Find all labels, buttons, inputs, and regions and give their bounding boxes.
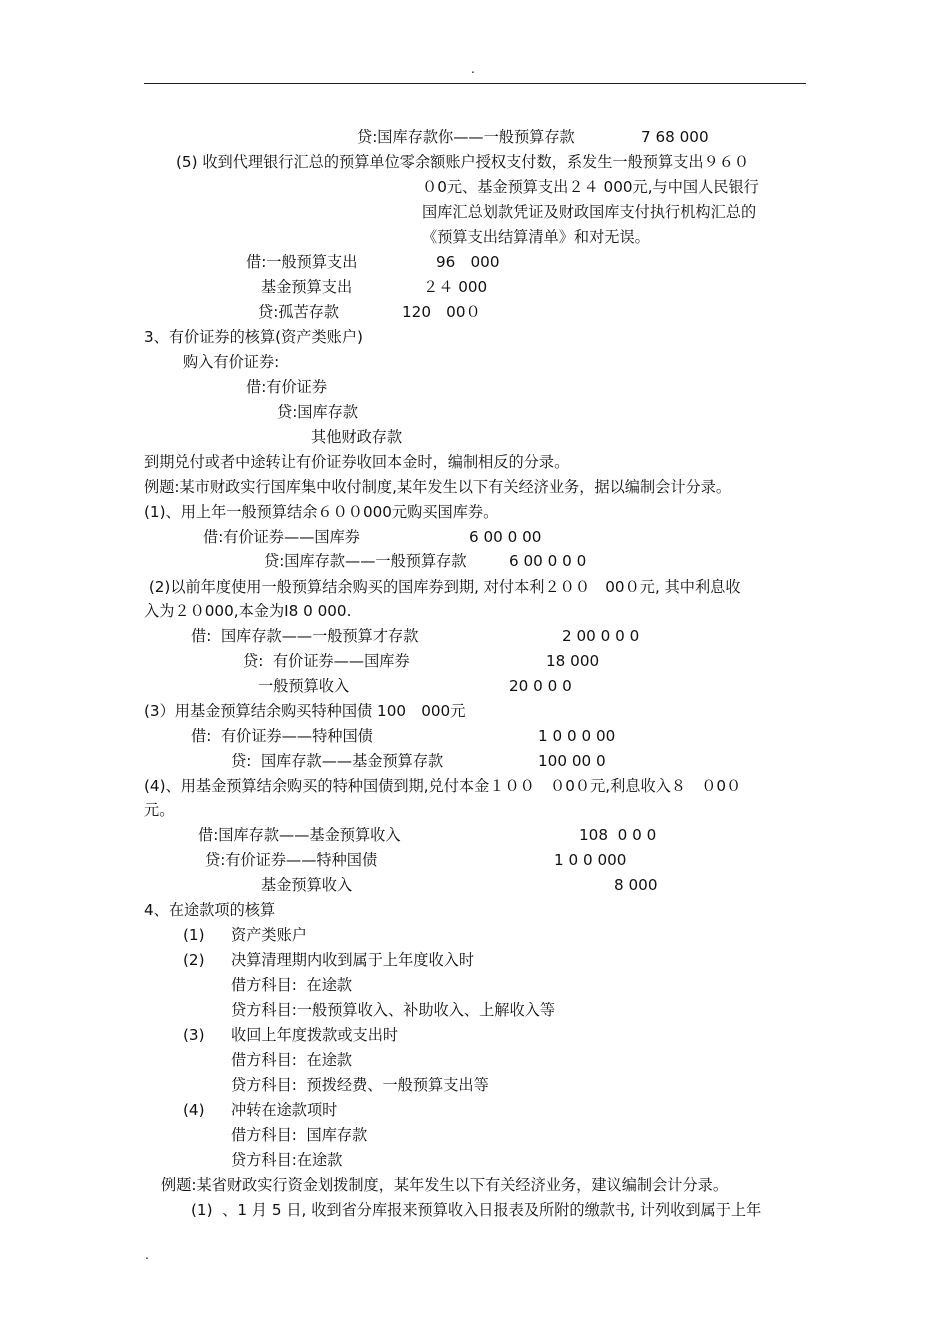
paragraph-line: 贷方科目: 预拨经费、一般预算支出等 — [231, 1076, 489, 1094]
entry-credit-amount: 100 00 0 — [538, 752, 606, 770]
entry-credit-label: 贷:国库存款——一般预算存款 — [264, 552, 467, 570]
list-marker: (1) — [183, 926, 205, 944]
paragraph-line: 国库汇总划款凭证及财政国库支付执行机构汇总的 — [422, 203, 757, 221]
paragraph-line: (4)、用基金预算结余购买的特种国债到期,兑付本金１００ ０0０元,利息收入８ ０0０ — [144, 777, 742, 795]
paragraph-line: 例题:某市财政实行国库集中收付制度,某年发生以下有关经济业务，据以编制会计分录。 — [144, 478, 732, 496]
entry-debit-label: 借:有价证券——国库券 — [203, 528, 360, 546]
entry-credit-amount: 6 00 0 0 0 — [509, 552, 587, 570]
paragraph-line: 贷方科目:一般预算收入、补助收入、上解收入等 — [231, 1001, 556, 1019]
paragraph-line: 入为２０000,本金为I8 0 000. — [144, 602, 352, 620]
entry-debit-label: 借: 有价证券——特种国债 — [191, 727, 373, 745]
entry-credit-label: 贷: 国库存款——基金预算存款 — [231, 752, 444, 770]
list-item-text: 资产类账户 — [231, 926, 307, 944]
paragraph-line: 《预算支出结算清单》和对无误。 — [422, 228, 650, 246]
header-dot: . — [471, 62, 475, 76]
list-marker: (2) — [183, 951, 205, 969]
entry-credit-amount: 18 000 — [546, 652, 600, 670]
entry-credit-label: 一般预算收入 — [258, 677, 350, 695]
paragraph-line: (5) 收到代理银行汇总的预算单位零余额账户授权支付数，系发生一般预算支出９６０ — [176, 153, 750, 171]
paragraph-line: 贷方科目:在途款 — [231, 1151, 343, 1169]
paragraph-line: (1) 、1 月 5 日, 收到省分库报来预算收入日报表及所附的缴款书, 计列收到属于上年 — [191, 1201, 762, 1219]
section-heading: 3、有价证券的核算(资产类账户) — [144, 328, 363, 346]
paragraph-line: 到期兑付或者中途转让有价证券收回本金时，编制相反的分录。 — [144, 453, 570, 471]
list-item-text: 冲转在途款项时 — [231, 1101, 338, 1119]
list-item-text: 决算清理期内收到属于上年度收入时 — [231, 951, 474, 969]
paragraph-line: 元。 — [144, 801, 175, 819]
paragraph-line: 例题:某省财政实行资金划拨制度，某年发生以下有关经济业务，建议编制会计分录。 — [161, 1176, 729, 1194]
entry-debit-amount: 2 00 0 0 0 — [562, 627, 640, 645]
list-item-text: 收回上年度拨款或支出时 — [231, 1026, 399, 1044]
list-marker: (4) — [183, 1101, 205, 1119]
section-heading: 4、在途款项的核算 — [144, 901, 276, 919]
entry-credit-label: 贷:有价证券——特种国债 — [205, 851, 378, 869]
entry-debit-label: 借: 国库存款——一般预算才存款 — [191, 627, 419, 645]
paragraph-line: (3）用基金预算结余购买特种国债 100 000元 — [144, 702, 466, 720]
paragraph-line: 借方科目: 在途款 — [231, 976, 353, 994]
paragraph-line: 购入有价证券: — [183, 353, 280, 371]
entry-credit-label: 贷:国库存款你——一般预算存款 — [357, 128, 575, 146]
entry-debit-label: 借:国库存款——基金预算收入 — [198, 826, 401, 844]
entry-credit-amount: 8 000 — [614, 876, 658, 894]
entry-credit-amount: 7 68 000 — [641, 128, 709, 146]
header-rule — [144, 83, 806, 84]
paragraph-line: (2)以前年度使用一般预算结余购买的国库券到期, 对付本利２００ 00０元, 其中利息收 — [144, 578, 741, 596]
entry-debit-label: 基金预算支出 — [261, 278, 353, 296]
entry-debit-amount: 96 000 — [436, 253, 500, 271]
entry-debit-amount: 108 0 0 0 — [579, 826, 657, 844]
entry-credit-amount: 1 0 0 000 — [554, 851, 627, 869]
entry-debit-amount: 6 00 0 00 — [469, 528, 542, 546]
entry-debit-amount: ２４ 000 — [423, 278, 488, 296]
entry-debit-label: 借:有价证券 — [246, 378, 328, 396]
entry-credit-label: 基金预算收入 — [261, 876, 353, 894]
paragraph-line: ０0元、基金预算支出２４ 000元,与中国人民银行 — [422, 178, 759, 196]
entry-credit-label: 贷:国库存款 — [277, 403, 359, 421]
paragraph-line: 借方科目: 在途款 — [231, 1051, 353, 1069]
list-marker: (3) — [183, 1026, 205, 1044]
entry-debit-label: 借:一般预算支出 — [246, 253, 358, 271]
entry-debit-amount: 1 0 0 0 00 — [538, 727, 616, 745]
entry-credit-label: 贷:孤苦存款 — [258, 303, 340, 321]
paragraph-line: (1)、用上年一般预算结余６００000元购买国库券。 — [144, 503, 499, 521]
entry-credit-amount: 20 0 0 0 — [509, 677, 572, 695]
paragraph-line: 借方科目: 国库存款 — [231, 1126, 368, 1144]
entry-credit-label: 贷: 有价证券——国库券 — [243, 652, 410, 670]
footer-dot: . — [145, 1248, 149, 1262]
entry-credit-amount: 120 00０ — [402, 303, 481, 321]
entry-credit-label: 其他财政存款 — [311, 428, 403, 446]
